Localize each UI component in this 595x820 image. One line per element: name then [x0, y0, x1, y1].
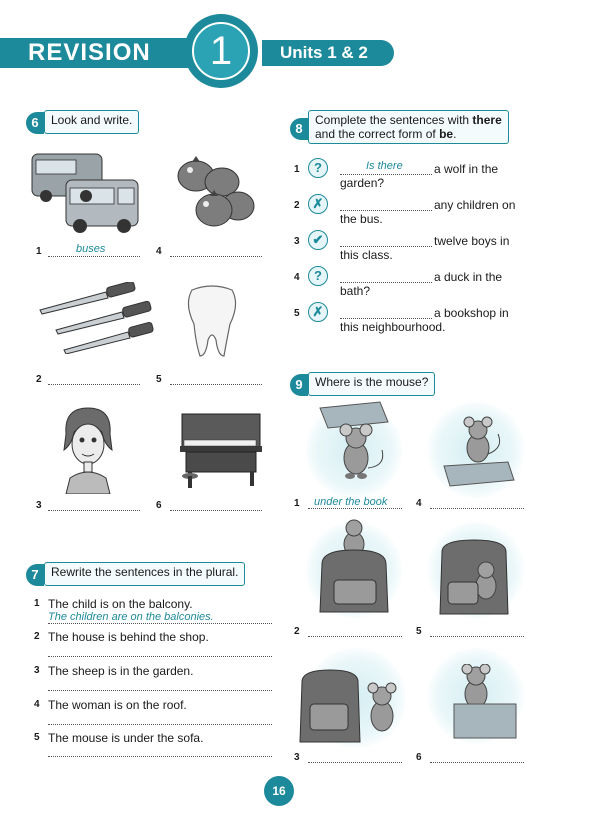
bus-icon: [30, 148, 140, 234]
ex9-instruction: Where is the mouse?: [308, 372, 435, 396]
tomato-icon: [170, 148, 260, 232]
mouse-on-bag-picture: [314, 518, 398, 618]
ex8-text: this neighbourhood.: [340, 320, 446, 334]
tick-icon: ✔: [308, 230, 328, 250]
ex8-number: 8: [290, 118, 308, 140]
unit-number: 1: [192, 22, 250, 80]
ex8-answer-line[interactable]: [340, 210, 432, 211]
mouse-next-to-bag-picture: [298, 668, 408, 746]
page-number: 16: [264, 776, 294, 806]
ex8-text: a bookshop in: [434, 306, 509, 320]
ex6-item-number: 2: [36, 374, 42, 385]
mouse-in-bag-picture: [434, 536, 518, 620]
page-title: REVISION: [28, 39, 151, 66]
ex9-item-number: 4: [416, 498, 422, 509]
ex6-item-number: 1: [36, 246, 42, 257]
ex8-text: a duck in the: [434, 270, 503, 284]
ex6-item-number: 5: [156, 374, 162, 385]
ex8-text: bath?: [340, 284, 371, 298]
ex7-sentence: The child is on the balcony.: [48, 597, 193, 611]
ex7-item-number: 2: [34, 631, 40, 642]
ex9-answer-line[interactable]: [430, 636, 524, 637]
ex6-item-number: 3: [36, 500, 42, 511]
ex6-answer-line[interactable]: [170, 510, 262, 511]
ex7-answer-line[interactable]: [48, 656, 272, 657]
ex9-item-number: 1: [294, 498, 300, 509]
ex6-answer-line[interactable]: [170, 256, 262, 257]
ex8-item-number: 1: [294, 164, 300, 175]
book-icon: [320, 402, 388, 428]
ex7-answer-line[interactable]: [48, 756, 272, 757]
units-label: Units 1 & 2: [262, 40, 394, 66]
ex8-item-number: 3: [294, 236, 300, 247]
ex9-header: [290, 372, 435, 396]
ex6-answer-line[interactable]: [48, 510, 140, 511]
ex8-answer-line[interactable]: [340, 282, 432, 283]
ex8-text: garden?: [340, 176, 385, 190]
ex9-number: 9: [290, 374, 308, 396]
book-icon: [454, 704, 516, 738]
ex8-item-number: 5: [294, 308, 300, 319]
ex7-item-number: 3: [34, 665, 40, 676]
ex7-sentence: The woman is on the roof.: [48, 698, 187, 712]
ex8-instruction-text: Complete the sentences with: [315, 113, 473, 127]
piano-icon: [176, 410, 264, 490]
knife-icon: [36, 282, 154, 354]
ex6-item-number: 4: [156, 246, 162, 257]
ex9-item-number: 6: [416, 752, 422, 763]
ex6-answer[interactable]: buses: [76, 243, 106, 255]
cross-icon: ✗: [308, 302, 328, 322]
question-icon: ?: [308, 158, 328, 178]
ex9-answer-line[interactable]: [430, 762, 524, 763]
mouse-on-book-picture: [432, 408, 522, 492]
ex7-answer[interactable]: The children are on the balconies.: [48, 611, 214, 623]
ex8-instruction: [308, 110, 509, 144]
ex9-answer[interactable]: under the book: [314, 496, 388, 508]
ex6-answer-line[interactable]: [48, 384, 140, 385]
ex7-header: [26, 562, 245, 586]
ex8-answer[interactable]: Is there: [366, 160, 403, 172]
ex9-answer-line[interactable]: [308, 762, 402, 763]
ex8-instruction-bold: there: [472, 113, 502, 127]
mouse-icon: [476, 562, 496, 599]
ex8-item-number: 2: [294, 200, 300, 211]
ex7-instruction: Rewrite the sentences in the plural.: [44, 562, 245, 586]
ex8-answer-line: [340, 174, 432, 175]
ex9-answer-line[interactable]: [308, 636, 402, 637]
ex8-item-number: 4: [294, 272, 300, 283]
ex8-header: [290, 110, 509, 144]
ex8-text: twelve boys in: [434, 234, 510, 248]
ex9-answer-line[interactable]: [430, 508, 524, 509]
ex8-instruction-text: and the correct form of: [315, 127, 440, 141]
ex8-instruction-bold: be: [439, 127, 454, 141]
ex8-answer-line[interactable]: [340, 318, 432, 319]
ex6-instruction: Look and write.: [44, 110, 139, 134]
ex8-text: this class.: [340, 248, 393, 262]
ex7-item-number: 4: [34, 699, 40, 710]
ex6-answer-line: [48, 256, 140, 257]
ex7-sentence: The mouse is under the sofa.: [48, 731, 204, 745]
ex6-number: 6: [26, 112, 44, 134]
mouse-icon: [368, 683, 396, 731]
ex9-item-number: 2: [294, 626, 300, 637]
ex7-item-number: 1: [34, 598, 40, 609]
ex7-sentence: The sheep is in the garden.: [48, 664, 194, 678]
ex7-answer-line: [48, 623, 272, 624]
cross-icon: ✗: [308, 194, 328, 214]
mouse-icon: [340, 424, 383, 479]
woman-icon: [56, 404, 120, 494]
mouse-under-book-picture: [310, 400, 400, 490]
ex8-text: the bus.: [340, 212, 383, 226]
ex6-item-number: 6: [156, 500, 162, 511]
ex8-answer-line[interactable]: [340, 246, 432, 247]
ex7-sentence: The house is behind the shop.: [48, 630, 209, 644]
mouse-behind-book-picture: [436, 664, 520, 744]
ex7-answer-line[interactable]: [48, 690, 272, 691]
ex6-header: [26, 110, 139, 134]
ex7-answer-line[interactable]: [48, 724, 272, 725]
question-icon: ?: [308, 266, 328, 286]
ex9-item-number: 3: [294, 752, 300, 763]
mouse-icon: [462, 664, 490, 708]
ex8-text: a wolf in the: [434, 162, 499, 176]
ex9-item-number: 5: [416, 626, 422, 637]
ex7-item-number: 5: [34, 732, 40, 743]
mouse-icon: [464, 417, 500, 462]
ex9-answer-line: [308, 508, 402, 509]
tooth-icon: [184, 284, 240, 360]
book-icon: [444, 462, 514, 486]
ex6-answer-line[interactable]: [170, 384, 262, 385]
ex7-number: 7: [26, 564, 44, 586]
ex8-instruction-text: .: [453, 127, 457, 141]
ex8-text: any children on: [434, 198, 516, 212]
